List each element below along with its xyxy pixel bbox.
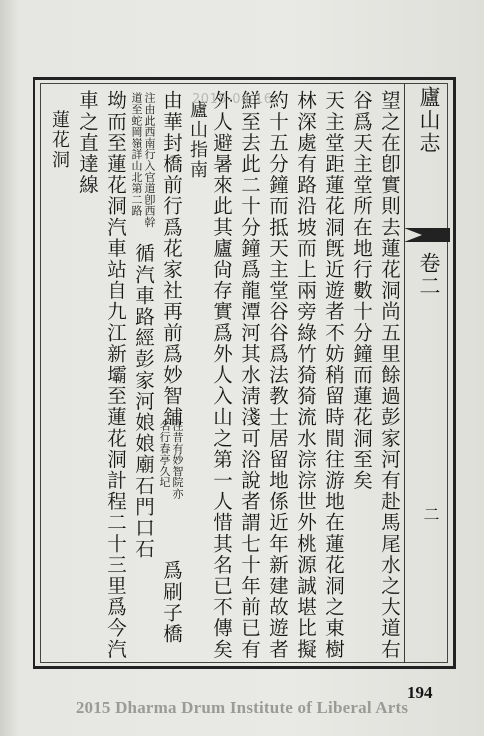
volume-label: 卷二 — [417, 252, 441, 298]
text-column-3: 天主堂距蓮花洞旣近遊者不妨稍留時間往游地在蓮花洞之東樹 — [322, 90, 345, 660]
guide-label: 廬山指南 — [187, 100, 208, 180]
annotation-note-2a: 注由此西南行入官道卽西幹 — [143, 92, 156, 228]
fish-tail-mark-icon — [404, 224, 450, 246]
text-column-8-top: 由華封橋前行爲花家社再前爲妙智舖 — [160, 90, 183, 428]
annotation-note-1b: 名行春亭久圮 — [158, 420, 171, 488]
annotation-note-2b: 道至蛇岡嶺詳山北第二路 — [130, 92, 143, 217]
side-page-number: 二 — [421, 506, 440, 522]
text-column-9: 循汽車路經彭家河娘娘廟石門口石 — [132, 243, 155, 560]
text-column-11: 車之直達線 — [76, 90, 99, 196]
page-number: 194 — [407, 683, 433, 702]
text-column-2: 谷爲天主堂所在地行數十分鐘而蓮花洞至矣 — [350, 90, 373, 491]
text-column-1: 望之在卽實則去蓮花洞尚五里餘過彭家河有赴馬尾水之大道右 — [378, 90, 401, 660]
annotation-note-1a: 注昔有妙智院亦 — [171, 420, 184, 500]
text-column-6: 鮮至去此二十分鐘爲龍潭河其水淸淺可浴說者謂七十年前已有 — [238, 90, 261, 660]
section-heading: 蓮花洞 — [49, 110, 70, 170]
stamp-date: 2015-04-16 — [192, 92, 273, 107]
text-column-5: 約十五分鐘而抵天主堂谷谷爲法教士居留地係近年新建故遊者 — [266, 90, 289, 660]
header-rule — [404, 83, 405, 663]
book-title: 廬山志 — [417, 86, 441, 155]
watermark-text: 2015 Dharma Drum Institute of Liberal Arts — [75, 698, 409, 717]
text-column-8-bottom: 爲刷子橋 — [160, 560, 183, 645]
text-column-10: 坳而至蓮花洞汽車站自九江新壩至蓮花洞計程二十三里爲今汽 — [104, 90, 127, 660]
text-column-7: 外人避暑來此其廬尙存實爲外人入山之第一人惜其名已不傳矣 — [210, 90, 233, 660]
text-column-4: 林深處有路沿坡而上兩旁綠竹猗猗流水淙淙世外桃源誠堪比擬 — [294, 90, 317, 660]
